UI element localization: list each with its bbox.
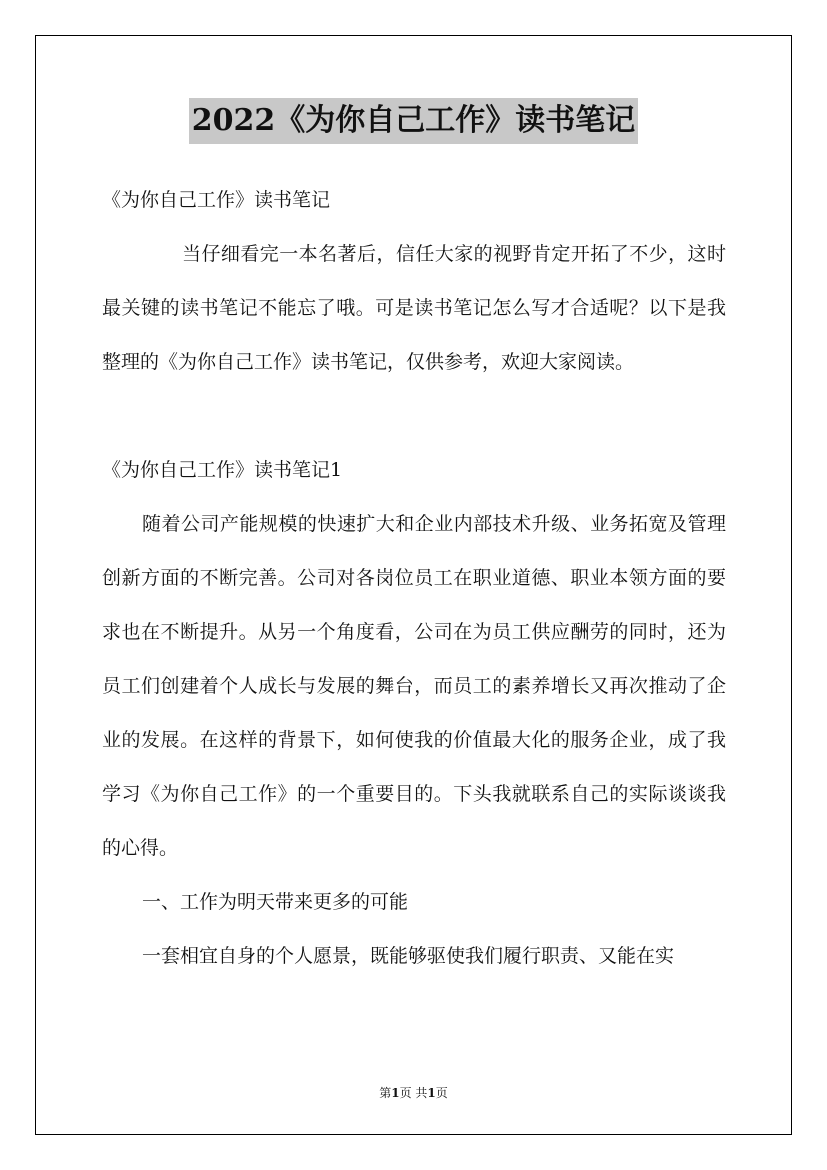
body-paragraph-2: 一套相宜自身的个人愿景，既能够驱使我们履行职责、又能在实 <box>142 945 675 967</box>
section-heading: 《为你自己工作》读书笔记1 <box>102 459 343 481</box>
document-body <box>102 173 726 983</box>
intro-paragraph: 当仔细看完一本名著后，信任大家的视野肯定开拓了不少，这时最关键的读书笔记不能忘了哦。可是读书笔记怎么写才合适呢？以下是我整理的《为你自己工作》读书笔记，仅供参考，欢迎大家阅读。 <box>102 243 726 373</box>
title-container <box>0 98 827 144</box>
document-subtitle: 《为你自己工作》读书笔记 <box>102 189 331 211</box>
document-title: 2022《为你自己工作》读书笔记 <box>189 98 639 144</box>
page-footer <box>0 1084 827 1102</box>
footer-page-suffix: 页 共 <box>399 1086 428 1100</box>
point-heading-1: 一、工作为明天带来更多的可能 <box>142 891 409 913</box>
footer-total-pages: 1 <box>427 1086 436 1100</box>
footer-page-number: 1 <box>391 1086 400 1100</box>
body-paragraph-1: 随着公司产能规模的快速扩大和企业内部技术升级、业务拓宽及管理创新方面的不断完善。公司对各岗位员工在职业道德、职业本领方面的要求也在不断提升。从另一个角度看，公司在为员工供应酬劳的同时，还为员工们创建着个人成长与发展的舞台，而员工的素养增长又再次推动了企业的发展。在这样的背景下，如何使我的价值最大化的服务企业，成了我学习《为你自己工作》的一个重要目的。下头我就联系自己的实际谈谈我的心得。 <box>102 513 726 859</box>
blank-line <box>102 389 726 443</box>
footer-total-suffix: 页 <box>435 1086 448 1100</box>
footer-page-prefix: 第 <box>379 1086 392 1100</box>
